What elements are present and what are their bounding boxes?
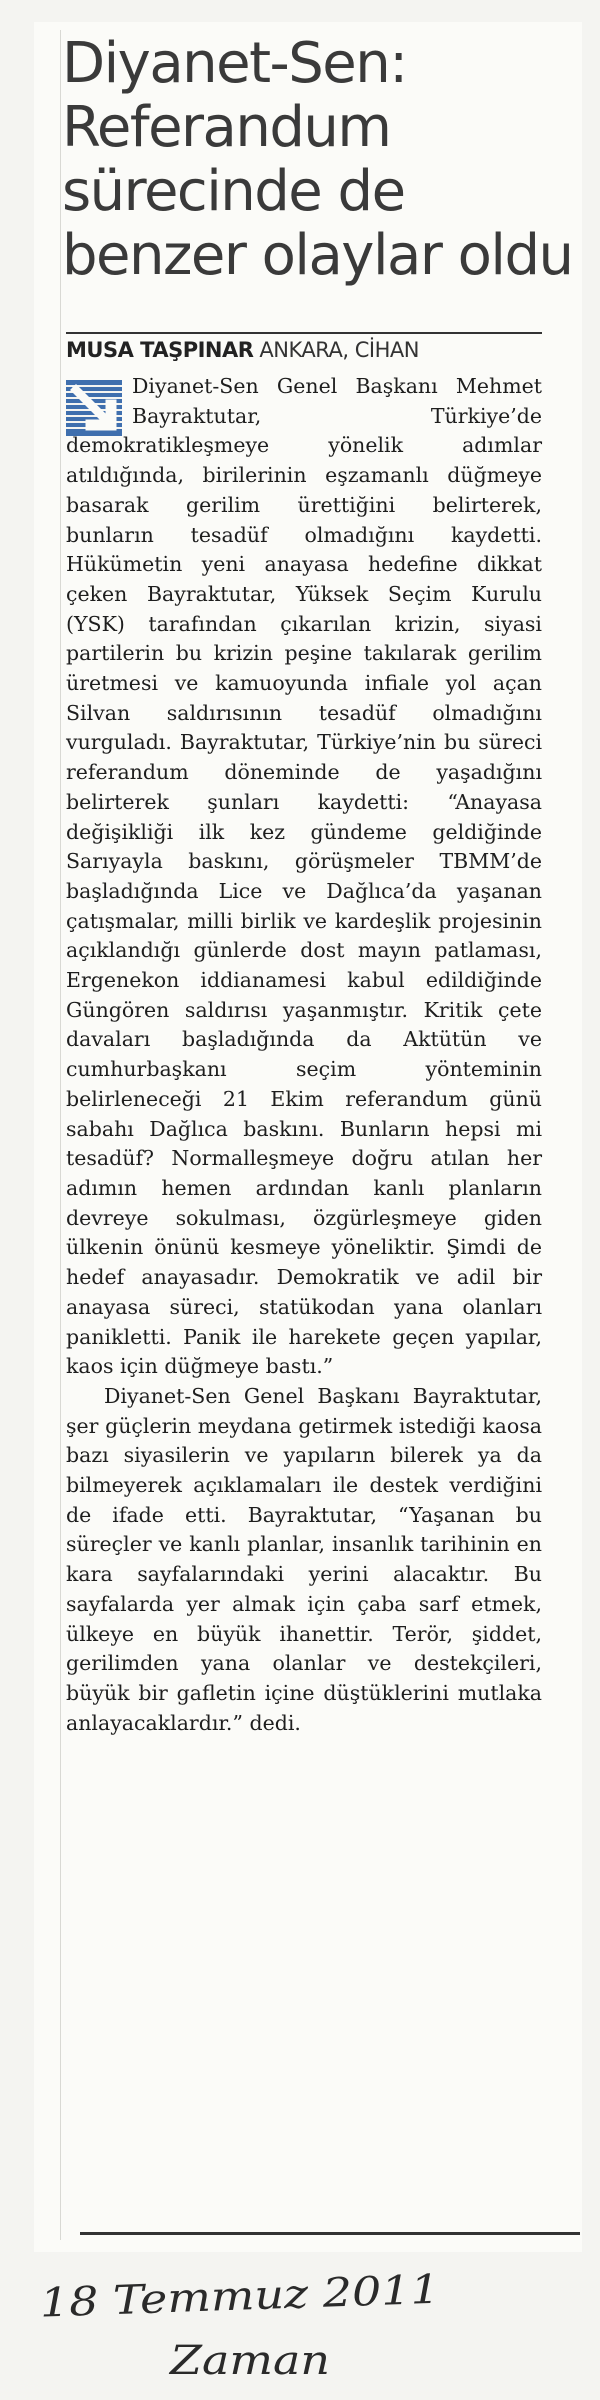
column-rule xyxy=(60,30,61,2240)
paragraph-1 xyxy=(66,372,542,1382)
headline-line-2: Referandum xyxy=(62,95,391,160)
bottom-rule xyxy=(80,2232,580,2235)
headline-line-1: Diyanet-Sen: xyxy=(62,31,407,96)
handwritten-source: Zaman xyxy=(167,2338,330,2384)
handwritten-date: 18 Temmuz 2011 xyxy=(39,2268,389,2327)
headline xyxy=(62,31,573,288)
byline xyxy=(66,336,542,364)
arrow-spacer xyxy=(66,372,132,430)
handwritten-note xyxy=(30,2262,570,2392)
article-body xyxy=(66,372,542,1738)
byline-rule xyxy=(66,332,542,334)
paragraph-2: Diyanet-Sen Genel Başkanı Bayraktutar, şer güçlerin meydana getirmek istediği kaosa bazı siyasilerin ve yapıların bilerek ya da bilmeyerek açıklamaları ile destek verdiğini de ifade etti. Bayraktutar, “Yaşanan bu süreçler ve kanlı planlar, insanlık tarihinin en kara sayfalarındaki yerini alacaktır. Bu sayfalarda yer almak için çaba sarf etmek, ülkeye en büyük ihanettir. Terör, şiddet, gerilimden yana olanlar ve destekçileri, büyük bir gafletin içine düştüklerini mutlaka anlayacaklardır.” dedi. xyxy=(66,1383,542,1735)
author-name: MUSA TAŞPINAR xyxy=(66,338,254,362)
headline-line-3: sürecinde de xyxy=(62,159,405,224)
dateline-location: ANKARA, CİHAN xyxy=(259,338,419,362)
headline-line-4: benzer olaylar oldu xyxy=(62,223,573,288)
paragraph-1-text: Diyanet-Sen Genel Başkanı Mehmet Bayraktutar, Türkiye’de demokratikleşmeye yönelik adımlar atıldığında, birilerinin eşzamanlı düğmeye basarak gerilim ürettiğini belirterek, bunların tesadüf olmadığını kaydetti. Hükümetin yeni anayasa hedefine dikkat çeken Bayraktutar, Yüksek Seçim Kurulu (YSK) tarafından çıkarılan krizin, siyasi partilerin bu krizin peşine takılarak gerilim üretmesi ve kamuoyunda infiale yol açan Silvan saldırısının tesadüf olmadığını vurguladı. Bayraktutar, Türkiye’nin bu süreci referandum döneminde de yaşadığını belirterek şunları kaydetti: “Anayasa değişikliği ilk kez gündeme geldiğinde Sarıyayla baskını, görüşmeler TBMM’de başladığında Lice ve Dağlıca’da yaşanan çatışmalar, milli birlik ve kardeşlik projesinin açıklandığı günlerde dost mayın patlaması, Ergenekon iddianamesi kabul edildiğinde Güngören saldırısı yaşanmıştır. Kritik çete davaları başladığında da Aktütün ve cumhurbaşkanı seçim yönteminin belirleneceği 21 Ekim referandum günü sabahı Dağlıca baskını. Bunların hepsi mi tesadüf? Normalleşmeye doğru atılan her adımın hemen ardından kanlı planların devreye sokulması, özgürleşmeye giden ülkenin önünü kesmeye yöneliktir. Şimdi de hedef anayasadır. Demokratik ve adil bir anayasa süreci, statükodan yana olanları panikletti. Panik ile harekete geçen yapılar, kaos için düğmeye bastı.” xyxy=(66,374,542,1379)
